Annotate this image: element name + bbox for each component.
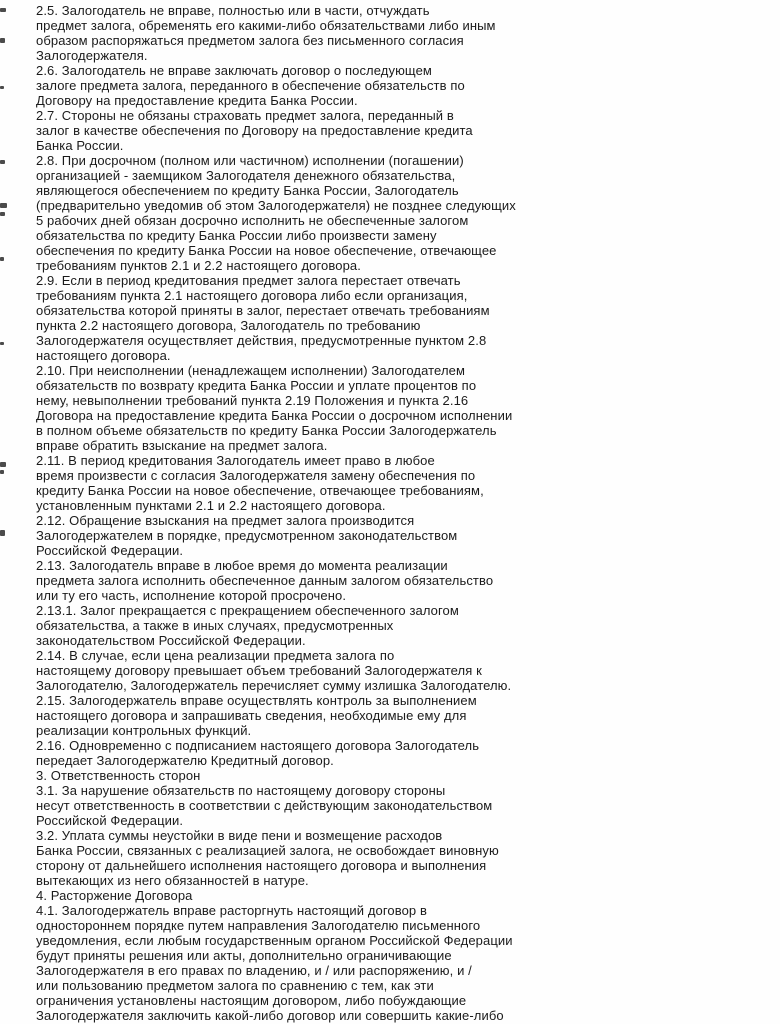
text-line: ограничения установлены настоящим договором, либо побуждающие — [36, 993, 467, 1008]
text-line: обязательств по возврату кредита Банка России и уплате процентов по — [36, 378, 477, 393]
scan-artifact — [0, 530, 5, 536]
scan-artifact — [0, 203, 7, 208]
text-line: вытекающих из него обязанностей в натуре. — [36, 873, 309, 888]
scan-artifact — [0, 470, 4, 474]
text-line: являющегося обеспечением по кредиту Банка России, Залогодатель — [36, 183, 459, 198]
text-line: кредиту Банка России на новое обеспечение, отвечающее требованиям, — [36, 483, 484, 498]
text-line: Залогодержателем в порядке, предусмотренном законодательством — [36, 528, 458, 543]
text-line: обеспечения по кредиту Банка России на новое обеспечение, отвечающее — [36, 243, 497, 258]
text-line: Залогодержателя заключить какой-либо договор или совершить какие-либо — [36, 1008, 504, 1023]
text-line: настоящего договора. — [36, 348, 171, 363]
text-line: (предварительно уведомив об этом Залогодержателя) не позднее следующих — [36, 198, 516, 213]
scan-artifact — [0, 160, 5, 164]
text-line: 3. Ответственность сторон — [36, 768, 201, 783]
text-line: 2.8. При досрочном (полном или частичном) исполнении (погашении) — [36, 153, 464, 168]
document-text — [36, 3, 770, 1023]
text-line: 4. Расторжение Договора — [36, 888, 193, 903]
text-line: установленным пунктами 2.1 и 2.2 настоящего договора. — [36, 498, 386, 513]
text-line: 2.16. Одновременно с подписанием настоящего договора Залогодатель — [36, 738, 480, 753]
text-line: вправе обратить взыскание на предмет залога. — [36, 438, 328, 453]
text-line: сторону от дальнейшего исполнения настоящего договора и выполнения — [36, 858, 487, 873]
text-line: Банка России, связанных с реализацией залога, не освобождает виновную — [36, 843, 499, 858]
text-line: предмет залога, обременять его какими-либо обязательствами либо иным — [36, 18, 496, 33]
text-line: или ту его часть, исполнение которой просрочено. — [36, 588, 347, 603]
text-line: обязательства, а также в иных случаях, предусмотренных — [36, 618, 394, 633]
text-line: 2.11. В период кредитования Залогодатель имеет право в любое — [36, 453, 435, 468]
text-line: Российской Федерации. — [36, 813, 184, 828]
text-line: несут ответственность в соответствии с действующим законодательством — [36, 798, 493, 813]
text-line: время произвести с согласия Залогодержателя замену обеспечения по — [36, 468, 476, 483]
text-line: 2.15. Залогодержатель вправе осуществлять контроль за выполнением — [36, 693, 477, 708]
text-line: передает Залогодержателю Кредитный договор. — [36, 753, 334, 768]
text-line: Залогодержателя осуществляет действия, предусмотренные пунктом 2.8 — [36, 333, 487, 348]
scan-artifact — [0, 257, 4, 261]
text-line: настоящего договора и запрашивать сведения, необходимые ему для — [36, 708, 467, 723]
text-line: пункта 2.2 настоящего договора, Залогодатель по требованию — [36, 318, 421, 333]
text-line: залоге предмета залога, переданного в обеспечение обязательств по — [36, 78, 465, 93]
text-line: 2.14. В случае, если цена реализации предмета залога по — [36, 648, 395, 663]
text-line: уведомления, если любым государственным органом Российской Федерации — [36, 933, 513, 948]
scan-artifact — [0, 38, 5, 43]
text-line: залог в качестве обеспечения по Договору на предоставление кредита — [36, 123, 473, 138]
scan-artifact — [0, 86, 4, 89]
text-line: Залогодержателя в его правах по владению, и / или распоряжению, и / — [36, 963, 472, 978]
text-line: нему, невыполнении требований пункта 2.19 Положения и пункта 2.16 — [36, 393, 469, 408]
text-line: 2.6. Залогодатель не вправе заключать договор о последующем — [36, 63, 432, 78]
text-line: требованиям пунктов 2.1 и 2.2 настоящего договора. — [36, 258, 361, 273]
scan-artifact — [0, 8, 6, 12]
text-line: Договору на предоставление кредита Банка России. — [36, 93, 358, 108]
text-line: 2.5. Залогодатель не вправе, полностью или в части, отчуждать — [36, 3, 430, 18]
text-line: Залогодержателя. — [36, 48, 148, 63]
text-line: обязательства по кредиту Банка России либо произвести замену — [36, 228, 437, 243]
text-line: Договора на предоставление кредита Банка России о досрочном исполнении — [36, 408, 513, 423]
text-line: 5 рабочих дней обязан досрочно исполнить не обеспеченные залогом — [36, 213, 469, 228]
text-line: одностороннем порядке путем направления Залогодателю письменного — [36, 918, 481, 933]
text-line: 2.10. При неисполнении (ненадлежащем исполнении) Залогодателем — [36, 363, 466, 378]
text-line: Российской Федерации. — [36, 543, 184, 558]
text-line: законодательством Российской Федерации. — [36, 633, 306, 648]
text-line: 2.9. Если в период кредитования предмет залога перестает отвечать — [36, 273, 461, 288]
text-line: реализации контрольных функций. — [36, 723, 252, 738]
scan-artifact — [0, 342, 4, 345]
scan-artifact — [0, 462, 6, 467]
text-line: предмета залога исполнить обеспеченное данным залогом обязательство — [36, 573, 494, 588]
text-line: или пользованию предметом залога по сравнению с тем, как эти — [36, 978, 434, 993]
text-line: Банка России. — [36, 138, 124, 153]
text-line: требованиям пункта 2.1 настоящего договора либо если организация, — [36, 288, 468, 303]
text-line: 2.12. Обращение взыскания на предмет залога производится — [36, 513, 415, 528]
text-line: 3.1. За нарушение обязательств по настоящему договору стороны — [36, 783, 446, 798]
text-line: образом распоряжаться предметом залога без письменного согласия — [36, 33, 464, 48]
scan-artifact — [0, 212, 5, 216]
text-line: 2.7. Стороны не обязаны страховать предмет залога, переданный в — [36, 108, 454, 123]
text-line: настоящему договору превышает объем требований Залогодержателя к — [36, 663, 482, 678]
text-line: 4.1. Залогодержатель вправе расторгнуть настоящий договор в — [36, 903, 427, 918]
text-line: обязательства которой приняты в залог, перестает отвечать требованиям — [36, 303, 490, 318]
text-line: организацией - заемщиком Залогодателя денежного обязательства, — [36, 168, 456, 183]
text-line: в полном объеме обязательств по кредиту Банка России Залогодержатель — [36, 423, 497, 438]
text-line: Залогодателю, Залогодержатель перечисляет сумму излишка Залогодателю. — [36, 678, 512, 693]
text-line: 3.2. Уплата суммы неустойки в виде пени и возмещение расходов — [36, 828, 443, 843]
text-line: 2.13.1. Залог прекращается с прекращением обеспеченного залогом — [36, 603, 459, 618]
text-line: будут приняты решения или акты, дополнительно ограничивающие — [36, 948, 452, 963]
text-line: 2.13. Залогодатель вправе в любое время до момента реализации — [36, 558, 448, 573]
